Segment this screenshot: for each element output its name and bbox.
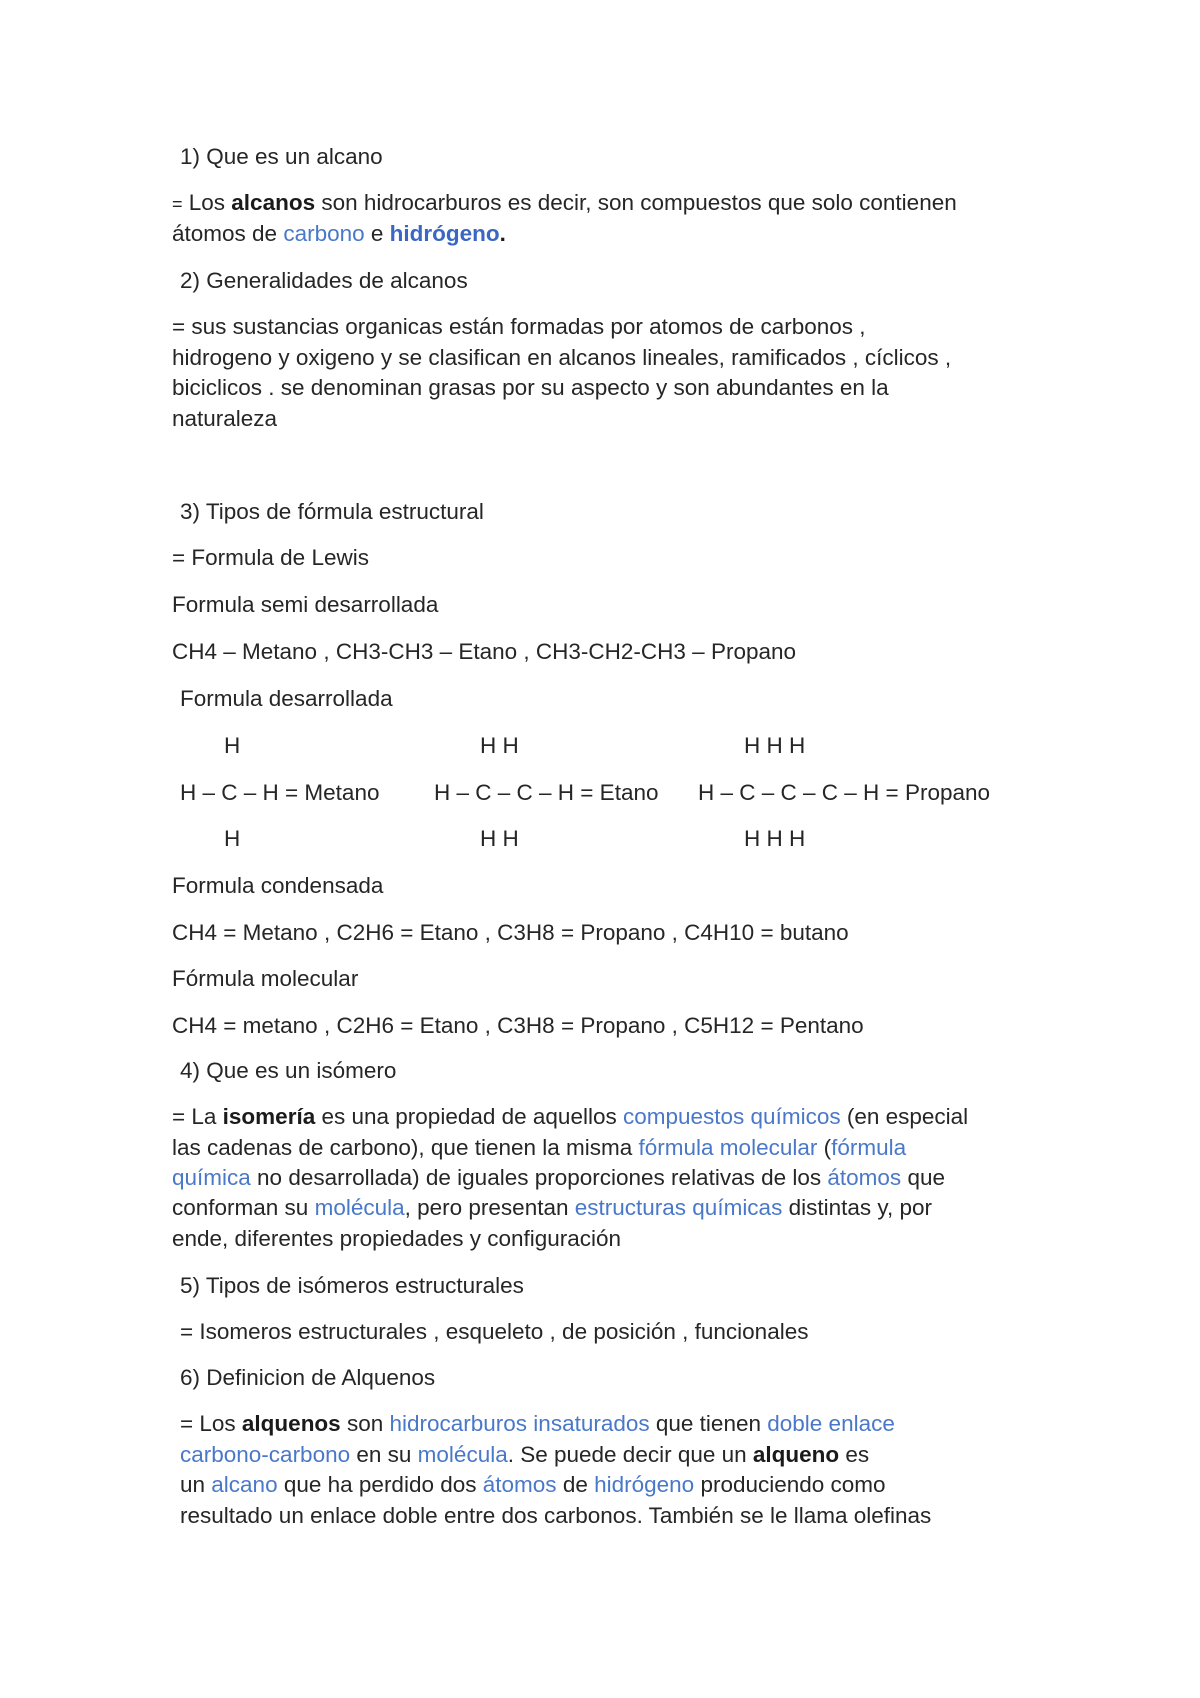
etano-top-h: H H — [480, 733, 519, 758]
link-alcano[interactable]: alcano — [211, 1472, 278, 1497]
paragraph-isomero-line-5: ende, diferentes propiedades y configuración — [172, 1226, 622, 1251]
paragraph-isomero-line-4: conforman su molécula, pero presentan estructuras químicas distintas y, por — [172, 1195, 932, 1220]
link-compuestos-quimicos[interactable]: compuestos químicos — [622, 1104, 841, 1129]
title-formula-condensada: Formula condensada — [172, 873, 384, 898]
text-formula-semi: CH4 – Metano , CH3-CH3 – Etano , CH3-CH2-CH3 – Propano — [172, 639, 797, 664]
paragraph-alquenos-line-4: resultado un enlace doble entre dos carbonos. También se le llama olefinas — [180, 1503, 932, 1528]
link-hidrocarburos-insaturados[interactable]: hidrocarburos insaturados — [389, 1411, 650, 1436]
etano-bottom-h: H H — [480, 826, 519, 851]
title-formula-molecular: Fórmula molecular — [172, 966, 359, 991]
metano-top-h: H — [224, 733, 241, 758]
heading-alquenos: 6) Definicion de Alquenos — [180, 1365, 436, 1390]
paragraph-isomero-line-3: química no desarrollada) de iguales proporciones relativas de los átomos que — [172, 1165, 945, 1190]
link-formula-quimica-part2[interactable]: química — [172, 1165, 251, 1190]
link-doble-enlace[interactable]: doble enlace — [767, 1411, 895, 1436]
text-formula-condensada: CH4 = Metano , C2H6 = Etano , C3H8 = Propano , C4H10 = butano — [172, 920, 849, 945]
text-formula-molecular: CH4 = metano , C2H6 = Etano , C3H8 = Propano , C5H12 = Pentano — [172, 1013, 864, 1038]
paragraph-alcano-line-1: = Los alcanos son hidrocarburos es decir, son compuestos que solo contienen — [172, 190, 957, 215]
heading-isomero: 4) Que es un isómero — [180, 1058, 397, 1083]
paragraph-generalidades-line-2: hidrogeno y oxigeno y se clasifican en alcanos lineales, ramificados , cíclicos , — [172, 345, 952, 370]
link-molecula-2[interactable]: molécula — [417, 1442, 508, 1467]
propano-structure: H – C – C – C – H = Propano — [698, 780, 991, 805]
heading-generalidades: 2) Generalidades de alcanos — [180, 268, 468, 293]
title-formula-desarrollada: Formula desarrollada — [180, 686, 393, 711]
title-formula-semi: Formula semi desarrollada — [172, 592, 439, 617]
paragraph-isomero-line-2: las cadenas de carbono), que tienen la misma fórmula molecular (fórmula — [172, 1135, 907, 1160]
link-molecula[interactable]: molécula — [314, 1195, 405, 1220]
link-atomos-2[interactable]: átomos — [482, 1472, 557, 1497]
paragraph-alquenos-line-1: = Los alquenos son hidrocarburos insaturados que tienen doble enlace — [180, 1411, 895, 1436]
link-formula-quimica-part1[interactable]: fórmula — [831, 1135, 907, 1160]
metano-bottom-h: H — [224, 826, 241, 851]
heading-alcano: 1) Que es un alcano — [180, 144, 383, 169]
link-carbono[interactable]: carbono — [283, 221, 365, 246]
propano-bottom-h: H H H — [744, 826, 806, 851]
paragraph-alcano-line-2: átomos de carbono e hidrógeno. — [172, 221, 506, 246]
paragraph-alquenos-line-3: un alcano que ha perdido dos átomos de hidrógeno produciendo como — [180, 1472, 886, 1497]
paragraph-generalidades-line-3: biciclicos . se denominan grasas por su aspecto y son abundantes en la — [172, 375, 889, 400]
link-estructuras-quimicas[interactable]: estructuras químicas — [574, 1195, 783, 1220]
paragraph-generalidades-line-1: = sus sustancias organicas están formadas por atomos de carbonos , — [172, 314, 866, 339]
paragraph-generalidades-line-4: naturaleza — [172, 406, 278, 431]
link-hidrogeno-2[interactable]: hidrógeno — [594, 1472, 695, 1497]
link-carbono-carbono[interactable]: carbono-carbono — [180, 1442, 351, 1467]
paragraph-isomero-line-1: = La isomería es una propiedad de aquellos compuestos químicos (en especial — [172, 1104, 969, 1129]
etano-structure: H – C – C – H = Etano — [434, 780, 659, 805]
link-hidrogeno[interactable]: hidrógeno — [389, 221, 500, 246]
text-tipos-isomeros: = Isomeros estructurales , esqueleto , de posición , funcionales — [180, 1319, 809, 1344]
link-formula-molecular[interactable]: fórmula molecular — [638, 1135, 818, 1160]
heading-tipos-formula: 3) Tipos de fórmula estructural — [180, 499, 484, 524]
propano-top-h: H H H — [744, 733, 806, 758]
metano-structure: H – C – H = Metano — [180, 780, 380, 805]
heading-tipos-isomeros: 5) Tipos de isómeros estructurales — [180, 1273, 524, 1298]
paragraph-alquenos-line-2: carbono-carbono en su molécula. Se puede decir que un alqueno es — [180, 1442, 870, 1467]
text-formula-lewis: = Formula de Lewis — [172, 545, 369, 570]
link-atomos[interactable]: átomos — [827, 1165, 902, 1190]
